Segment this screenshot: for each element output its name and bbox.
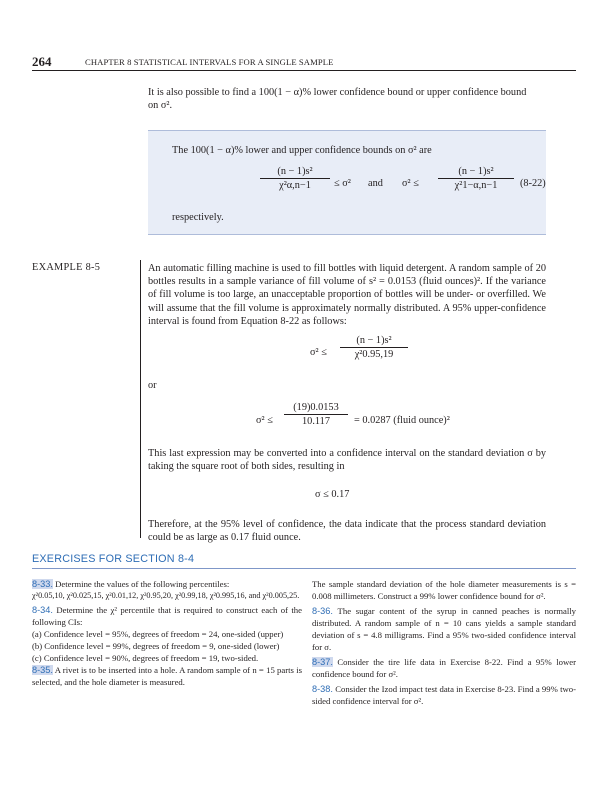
exercise-8-35 <box>32 664 302 688</box>
exercise-text: Consider the Izod impact test data in Exercise 8-23. Find a 99% two-sided confidence interval for σ². <box>312 684 576 706</box>
and-word: and <box>368 178 383 189</box>
exercise-8-34-part-b: (b) Confidence level = 99%, degrees of freedom = 9, one-sided (lower) <box>32 641 280 651</box>
page-number: 264 <box>32 54 52 69</box>
box-respectively: respectively. <box>172 212 224 223</box>
exercise-number: 8-36. <box>312 606 333 616</box>
exercises-left-column <box>32 578 302 688</box>
exercises-section-title: EXERCISES FOR SECTION 8-4 <box>32 553 195 565</box>
upper-bound-lhs: σ² ≤ <box>402 178 419 189</box>
example-eq2-result: = 0.0287 (fluid ounce)² <box>354 415 450 426</box>
exercise-8-33 <box>32 578 302 590</box>
exercise-text: A rivet is to be inserted into a hole. A random sample of n = 15 parts is selected, and the hole diameter is measured. <box>32 665 302 687</box>
exercise-8-36 <box>312 605 576 653</box>
example-eq2-lhs: σ² ≤ <box>256 415 273 426</box>
upper-bound-numerator: (n − 1)s² <box>458 166 494 177</box>
exercise-8-37 <box>312 656 576 680</box>
example-eq1-lhs: σ² ≤ <box>310 347 327 358</box>
exercise-8-34-part-c: (c) Confidence level = 90%, degrees of freedom = 19, two-sided. <box>32 653 259 663</box>
intro-line-1: It is also possible to find a 100(1 − α)% lower confidence bound or upper confidence bound <box>148 87 527 98</box>
or-word: or <box>148 380 157 391</box>
box-heading: The 100(1 − α)% lower and upper confidence bounds on σ² are <box>172 145 432 156</box>
upper-bound-denominator: χ²1−α,n−1 <box>454 180 498 191</box>
example-paragraph-3: Therefore, at the 95% level of confidence, the data indicate that the process standard deviation could be as large as 0.17 fluid ounce. <box>148 519 546 544</box>
exercise-text: Determine the χ² percentile that is required to construct each of the following CIs: <box>32 605 302 627</box>
example-eq1-fraction <box>340 335 408 360</box>
equation-number: (8-22) <box>520 178 546 189</box>
example-eq1-numerator: (n − 1)s² <box>356 335 392 346</box>
fraction-bar <box>340 347 408 348</box>
example-eq1-denominator: χ²0.95,19 <box>354 349 394 360</box>
exercise-number: 8-35. <box>32 665 53 675</box>
lower-bound-numerator: (n − 1)s² <box>277 166 313 177</box>
exercises-right-column <box>312 578 576 707</box>
lower-bound-denominator: χ²α,n−1 <box>279 180 311 191</box>
exercise-8-33-list: χ²0.05,10, χ²0.025,15, χ²0.01,12, χ²0.95,20, χ²0.99,18, χ²0.995,16, and χ²0.005,25. <box>32 591 300 600</box>
exercise-8-34 <box>32 604 302 628</box>
chapter-title: CHAPTER 8 STATISTICAL INTERVALS FOR A SINGLE SAMPLE <box>85 57 334 67</box>
exercise-8-34-part-a: (a) Confidence level = 95%, degrees of freedom = 24, one-sided (upper) <box>32 629 284 639</box>
fraction-bar <box>284 414 348 415</box>
fraction-bar <box>260 178 330 179</box>
lower-bound-fraction <box>260 166 330 191</box>
example-paragraph-2: This last expression may be converted into a confidence interval on the standard deviation σ by taking the square root of both sides, resulting in <box>148 448 546 473</box>
header-divider <box>32 70 576 71</box>
example-label: EXAMPLE 8-5 <box>32 262 101 273</box>
exercise-number: 8-38. <box>312 684 333 694</box>
exercise-8-35-continued: The sample standard deviation of the hole diameter measurements is s = 0.008 millimeters. Construct a 99% lower confidence bound for σ². <box>312 579 576 601</box>
exercise-text: The sugar content of the syrup in canned peaches is normally distributed. A random sample of n = 10 cans yields a sample standard deviation of s = 4.8 milligrams. Find a 95% two-sided confidence interval for σ. <box>312 606 577 652</box>
exercise-number: 8-37. <box>312 657 333 667</box>
example-divider <box>140 260 141 538</box>
example-eq3: σ ≤ 0.17 <box>315 489 350 500</box>
exercise-8-38 <box>312 683 576 707</box>
exercise-number: 8-33. <box>32 579 53 589</box>
lower-bound-relation: ≤ σ² <box>334 178 351 189</box>
exercise-text: Determine the values of the following percentiles: <box>55 579 230 589</box>
intro-line-2: on σ². <box>148 100 173 111</box>
example-eq2-denominator: 10.117 <box>302 416 330 427</box>
exercise-text: Consider the tire life data in Exercise 8-22. Find a 95% lower confidence bound for σ². <box>312 657 577 679</box>
exercise-number: 8-34. <box>32 605 53 615</box>
upper-bound-fraction <box>438 166 514 191</box>
example-eq2-fraction <box>284 402 348 427</box>
exercises-divider <box>32 568 576 569</box>
example-paragraph: An automatic filling machine is used to fill bottles with liquid detergent. A random sample of 20 bottles results in a sample variance of fill volume of s² = 0.0153 (fluid ounces)². If the variance of fill volume is too large, an unacceptable proportion of bottles will be under- or overfilled. We will assume that the fill volume is approximately normally distributed. A 95% upper-confidence interval is found from Equation 8-22 as follows: <box>148 263 546 327</box>
example-eq2-numerator: (19)0.0153 <box>293 402 339 413</box>
fraction-bar <box>438 178 514 179</box>
intro-paragraph <box>148 86 546 112</box>
